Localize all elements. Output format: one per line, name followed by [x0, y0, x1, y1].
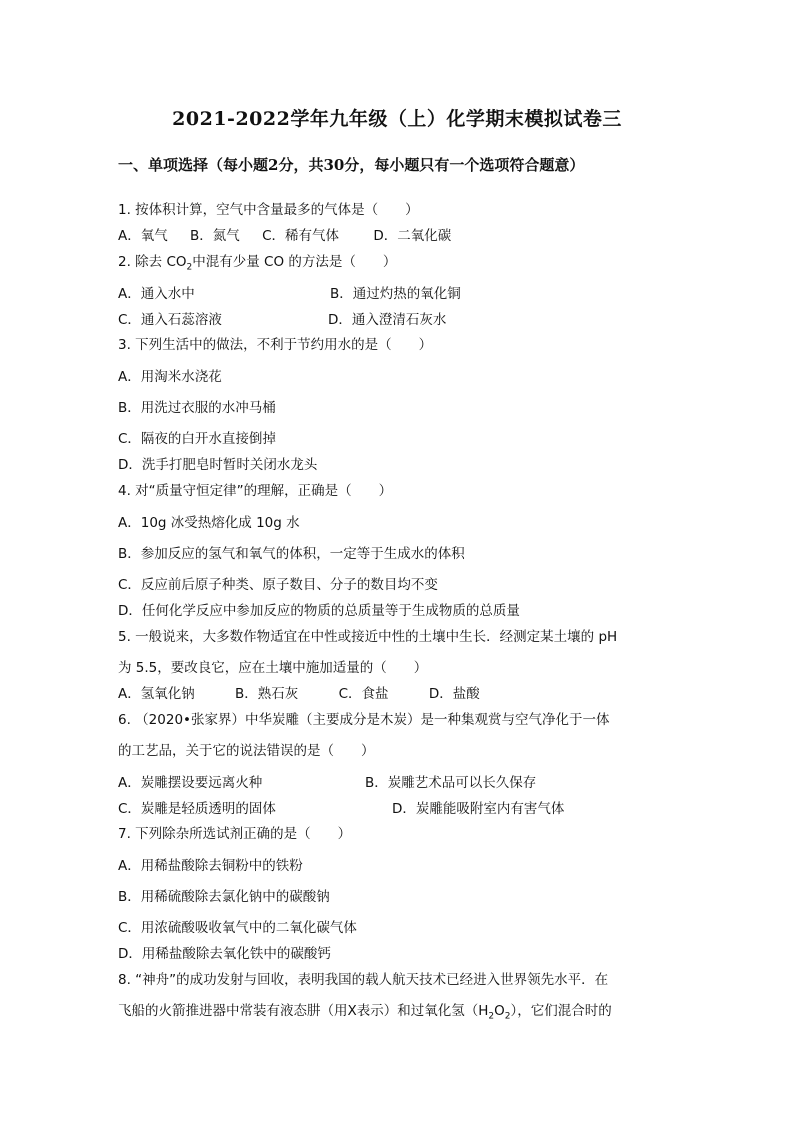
q6-option-b: B．炭雕艺术品可以长久保存	[365, 775, 537, 791]
question-4-stem: 4. 对“质量守恒定律”的理解，正确是（ ）	[118, 483, 393, 499]
q2-option-b: B．通过灼热的氧化铜	[330, 286, 461, 302]
question-7-stem: 7. 下列除杂所选试剂正确的是（ ）	[118, 826, 352, 842]
page-title: 2021-2022学年九年级（上）化学期末模拟试卷三	[172, 108, 622, 130]
q3-option-c: C．隔夜的白开水直接倒掉	[118, 431, 276, 447]
q6-option-d: D．炭雕能吸附室内有害气体	[392, 801, 565, 817]
question-5-options	[118, 682, 498, 702]
q4-option-b: B．参加反应的氢气和氧气的体积，一定等于生成水的体积	[118, 546, 465, 562]
q1-option-b: B．氮气	[190, 228, 240, 244]
question-5-stem-line-2: 为 5.5，要改良它，应在土壤中施加适量的（ ）	[118, 660, 428, 676]
q7-option-d: D．用稀盐酸除去氧化铁中的碳酸钙	[118, 946, 331, 962]
question-2-stem: 2. 除去 $CO_2$中混有少量 CO 的方法是（ ）	[118, 254, 397, 273]
q6-option-a: A．炭雕摆设要远离火种	[118, 775, 263, 791]
q6-option-c: C．炭雕是轻质透明的固体	[118, 801, 276, 817]
q3-option-d: D．洗手打肥皂时暂时关闭水龙头	[118, 457, 318, 473]
q3-option-b: B．用洗过衣服的水冲马桶	[118, 400, 276, 416]
question-5-stem-line-1: 5. 一般说来，大多数作物适宜在中性或接近中性的土壤中生长．经测定某土壤的 pH	[118, 629, 618, 645]
q4-option-c: C．反应前后原子种类、原子数目、分子的数目均不变	[118, 577, 438, 593]
q3-option-a: A．用淘米水浇花	[118, 369, 222, 385]
q7-option-b: B．用稀硫酸除去氯化钠中的碳酸钠	[118, 889, 330, 905]
q2-option-a: A．通入水中	[118, 286, 195, 302]
question-1-options	[118, 224, 469, 244]
q5-option-a: A．氢氧化钠	[118, 686, 195, 702]
q4-option-a: A．10g 冰受热熔化成 10g 水	[118, 515, 300, 531]
question-6-stem-line-2: 的工艺品，关于它的说法错误的是（ ）	[118, 743, 375, 759]
question-6-stem-line-1: 6. （2020•张家界）中华炭雕（主要成分是木炭）是一种集观赏与空气净化于一体	[118, 712, 610, 728]
q1-option-d: D．二氧化碳	[373, 228, 452, 244]
q5-option-c: C．食盐	[338, 686, 389, 702]
q7-option-c: C．用浓硫酸吸收氧气中的二氧化碳气体	[118, 920, 357, 936]
section-heading: 一、单项选择（每小题2分，共30分，每小题只有一个选项符合题意）	[118, 156, 585, 174]
question-3-stem: 3. 下列生活中的做法，不利于节约用水的是（ ）	[118, 337, 433, 353]
question-8-stem-line-1: 8. “神舟”的成功发射与回收，表明我国的载人航天技术已经进入世界领先水平．在	[118, 972, 609, 988]
q1-option-c: C．稀有气体	[262, 228, 340, 244]
q2-option-c: C．通入石蕊溶液	[118, 312, 222, 328]
q5-option-d: D．盐酸	[428, 686, 480, 702]
question-8-stem-line-2: 飞船的火箭推进器中常装有液态肼（用X表示）和过氧化氢$(H_2O_2)$，它们混合时的	[118, 1003, 612, 1022]
q4-option-d: D．任何化学反应中参加反应的物质的总质量等于生成物质的总质量	[118, 603, 520, 619]
q1-option-a: A．氧气	[118, 228, 168, 244]
q5-option-b: B．熟石灰	[235, 686, 299, 702]
q2-option-d: D．通入澄清石灰水	[328, 312, 447, 328]
q7-option-a: A．用稀盐酸除去铜粉中的铁粉	[118, 858, 303, 874]
question-1-stem: 1. 按体积计算，空气中含量最多的气体是（ ）	[118, 202, 419, 218]
